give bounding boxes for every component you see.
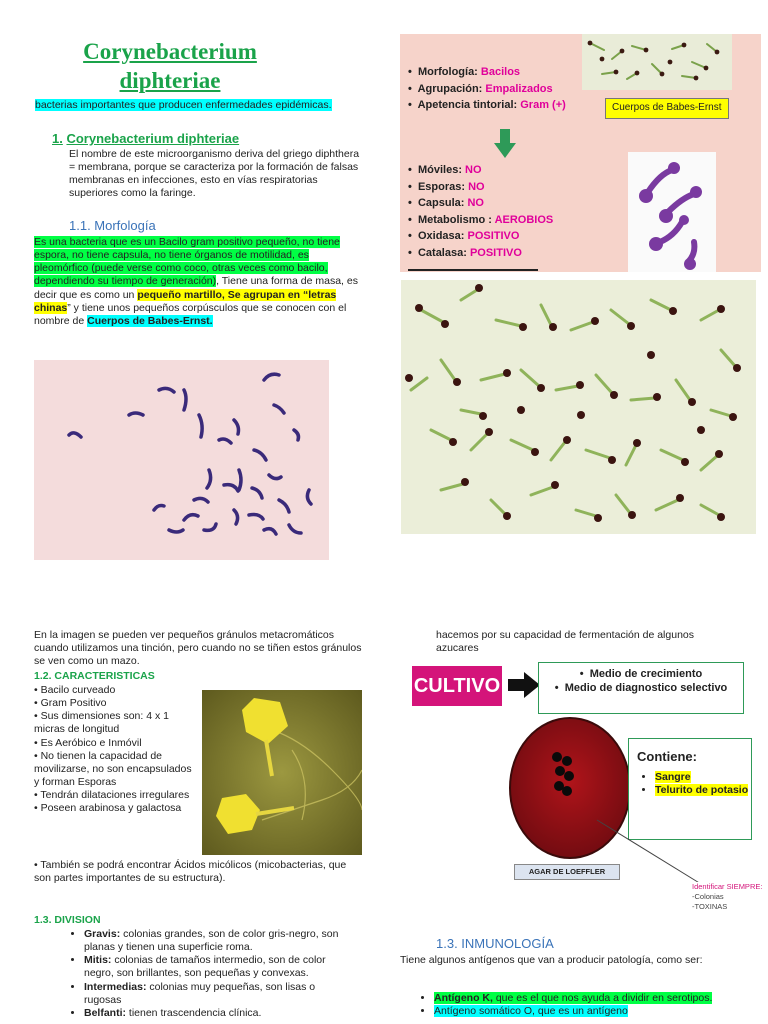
- section-1-3-inmunologia-heading: 1.3. INMUNOLOGÍA: [436, 936, 554, 951]
- contiene-item: • Telurito de potasio: [655, 784, 751, 797]
- babes-ernst-thumbnail: [582, 34, 732, 90]
- characteristic-item: • Bacilo curveado: [34, 684, 116, 696]
- intro-text: bacterias importantes que producen enfermedades epidémicas.: [35, 99, 332, 111]
- property-item: • Capsula: NO: [408, 197, 484, 209]
- club-shaped-bacteria-image: [628, 152, 716, 272]
- division-item: • Mitis: colonias de tamaños intermedio, son de color negro, son brillantes, son pequeñas y convexas.: [84, 954, 354, 980]
- bacilli-illustration: [34, 360, 329, 560]
- babes-ernst-micrograph: [401, 280, 756, 534]
- morph-item: • Apetencia tintorial: Gram (+): [408, 99, 566, 111]
- property-item: • Esporas: NO: [408, 180, 485, 193]
- medio-item: • Medio de crecimiento: [579, 668, 703, 680]
- identificar-box: Identificar SIEMPRE: -Colonias -TOXINAS: [692, 882, 764, 918]
- medio-box: [538, 662, 744, 714]
- gram-stain-micrograph: [34, 360, 329, 560]
- micrograph-illustration: [401, 280, 756, 534]
- characteristic-item: • Poseen arabinosa y galactosa: [34, 802, 182, 815]
- section-1-body: El nombre de este microorganismo deriva del griego diphthera = membrana, porque se caracteriza por la formación de falsas membranas en infecciones, esto en vías respiratorias superiores como la faringe.: [69, 148, 360, 200]
- page-title: Corynebacterium diphteriae: [83, 39, 257, 93]
- property-item: • Móviles: NO: [408, 164, 482, 176]
- fermentation-text: hacemos por su capacidad de fermentación de algunos azucares: [436, 629, 694, 655]
- medio-item: • Medio de diagnostico selectivo: [554, 681, 728, 694]
- arrow-down-icon: [494, 129, 516, 159]
- club-bacteria-illustration: [628, 152, 716, 272]
- contiene-list: [655, 771, 751, 797]
- property-item: • Oxidasa: POSITIVO: [408, 230, 520, 242]
- morfologia-paragraph: Es una bacteria que es un Bacilo gram positivo pequeño, no tiene espora, no tiene capsula, no tiene órganos de motilidad, es pleomórfico (puede verse como coco, otras veces como bacilo, dependiendo su tiempo de generación), Tiene una forma de masa, es decir que es como un pequeño martillo, Se agrupan en “letras chinas” y tiene unos pequeños corpúsculos que se conocen con el nombre de Cuerpos de Babes-Ernst.: [34, 236, 358, 327]
- babes-ernst-illustration: [582, 34, 732, 90]
- characteristic-item-last: • También se podrá encontrar Ácidos micólicos (micobacterias, que son partes importantes de su estructura).: [34, 859, 347, 885]
- property-item: • Catalasa: POSITIVO: [408, 246, 522, 259]
- characteristic-item: • Es Aeróbico e Inmóvil: [34, 736, 142, 749]
- pointer-line: [595, 818, 705, 888]
- babes-ernst-badge: Cuerpos de Babes-Ernst: [605, 98, 729, 119]
- characteristic-item: • No tienen la capacidad de movilizarse, no son encapsulados y forman Esporas: [34, 749, 192, 788]
- division-item: • Gravis: colonias grandes, son de color gris-negro, son planas y tienen una superficie roma.: [84, 928, 354, 954]
- phage-illustration: [202, 690, 362, 855]
- section-1-3-heading: 1.3. DIVISION: [34, 914, 101, 926]
- characteristics-list: [34, 684, 194, 815]
- electron-micrograph: [202, 690, 362, 855]
- divider: [408, 269, 538, 271]
- properties-list: [408, 162, 553, 261]
- section-1-1-heading: 1.1. Morfología: [69, 218, 156, 233]
- antigen-item: • Antígeno somático O, que es un antígeno: [434, 1005, 726, 1018]
- contiene-title: Contiene:: [637, 749, 697, 764]
- morph-item: • Agrupación: Empalizados: [408, 82, 553, 95]
- characteristic-item: • Tendrán dilataciones irregulares: [34, 789, 190, 801]
- characteristic-item: • Sus dimensiones son: 4 x 1 micras de longitud: [34, 710, 169, 736]
- arrow-right-icon: [508, 672, 540, 698]
- section-1-heading: 1. Corynebacterium diphteriae: [52, 131, 240, 146]
- morph-list: [408, 64, 566, 114]
- antigen-item: • Antígeno K, que es el que nos ayuda a dividir en serotipos.: [434, 992, 726, 1005]
- agar-label: AGAR DE LOEFFLER: [514, 864, 620, 880]
- division-item: • Belfanti: tienen trascendencia clínica.: [84, 1007, 354, 1020]
- characteristic-item: • Gram Positivo: [34, 697, 107, 710]
- morph-item: • Morfología: Bacilos: [408, 66, 521, 78]
- granules-paragraph: En la imagen se pueden ver pequeños gránulos metacromáticos cuando utilizamos una tinción, pero cuando no se tiñen estos gránulos se ven como un mazo.: [34, 629, 362, 668]
- property-item: • Metabolismo : AEROBIOS: [408, 213, 554, 226]
- section-1-2-heading: 1.2. CARACTERISTICAS: [34, 670, 155, 682]
- division-item: • Intermedias: colonias muy pequeñas, son lisas o rugosas: [84, 981, 354, 1007]
- cultivo-label: CULTIVO: [412, 666, 502, 706]
- summary-card: [400, 34, 761, 272]
- division-list: [34, 928, 354, 1020]
- antigen-list: [420, 992, 726, 1018]
- inmunologia-body: Tiene algunos antígenos que van a producir patología, como ser:: [400, 954, 703, 966]
- contiene-item: • Sangre: [655, 771, 751, 784]
